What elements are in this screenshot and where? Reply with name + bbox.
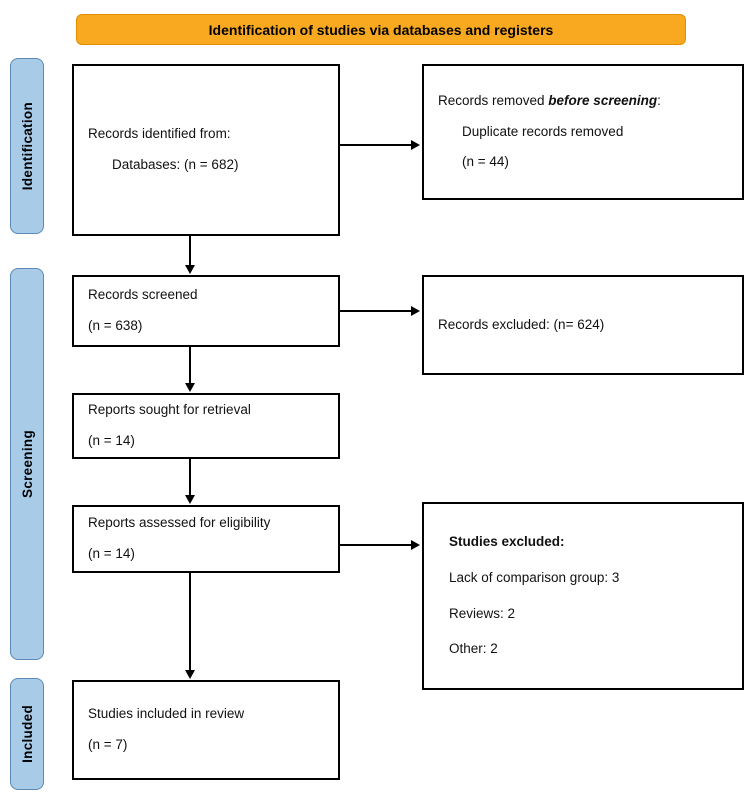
banner-title: Identification of studies via databases and registers — [76, 14, 686, 45]
reports-sought-line2: (n = 14) — [88, 433, 135, 448]
records-screened-line2: (n = 638) — [88, 318, 143, 333]
records-excluded-line1: Records excluded: (n= 624) — [438, 316, 605, 332]
reports-sought-line1: Reports sought for retrieval — [88, 402, 251, 418]
box-studies-included — [72, 680, 340, 780]
stage-label-included-text: Included — [19, 705, 35, 763]
stage-label-identification-text: Identification — [19, 101, 35, 191]
records-removed-line2: Duplicate records removed — [462, 123, 624, 139]
box-records-excluded — [422, 275, 744, 375]
box-reports-sought — [72, 393, 340, 459]
studies-included-line2: (n = 7) — [88, 737, 128, 752]
studies-excluded-item: Lack of comparison group: 3 — [449, 569, 620, 585]
box-records-identified — [72, 64, 340, 236]
records-removed-line1 — [438, 93, 728, 110]
records-screened-line1: Records screened — [88, 287, 198, 303]
records-removed-prefix: Records removed — [438, 92, 549, 108]
stage-label-screening-text: Screening — [19, 430, 35, 498]
arrow-assessed-to-studies-excluded — [340, 544, 412, 546]
box-reports-assessed — [72, 505, 340, 573]
records-removed-line3: (n = 44) — [462, 154, 509, 170]
box-records-screened — [72, 275, 340, 347]
stage-label-screening — [10, 268, 44, 660]
box-records-removed — [422, 64, 744, 200]
arrow-assessed-to-included — [189, 573, 191, 671]
arrow-screened-to-excluded — [340, 310, 412, 312]
records-identified-line2: Databases: (n = 682) — [112, 157, 239, 172]
studies-excluded-item: Other: 2 — [449, 641, 498, 657]
arrow-identified-to-screened — [189, 236, 191, 266]
arrow-identified-to-removed — [340, 144, 412, 146]
studies-included-line1: Studies included in review — [88, 706, 245, 722]
reports-assessed-line2: (n = 14) — [88, 546, 135, 561]
records-removed-suffix: : — [657, 92, 661, 108]
box-studies-excluded — [422, 502, 744, 690]
stage-label-identification — [10, 58, 44, 234]
reports-assessed-line1: Reports assessed for eligibility — [88, 515, 271, 531]
stage-label-included — [10, 678, 44, 790]
arrow-sought-to-assessed — [189, 459, 191, 496]
arrow-screened-to-sought — [189, 347, 191, 384]
studies-excluded-item: Reviews: 2 — [449, 605, 516, 621]
records-identified-line1: Records identified from: — [88, 126, 231, 142]
studies-excluded-title: Studies excluded: — [449, 533, 565, 549]
records-removed-emphasis: before screening — [548, 92, 658, 108]
